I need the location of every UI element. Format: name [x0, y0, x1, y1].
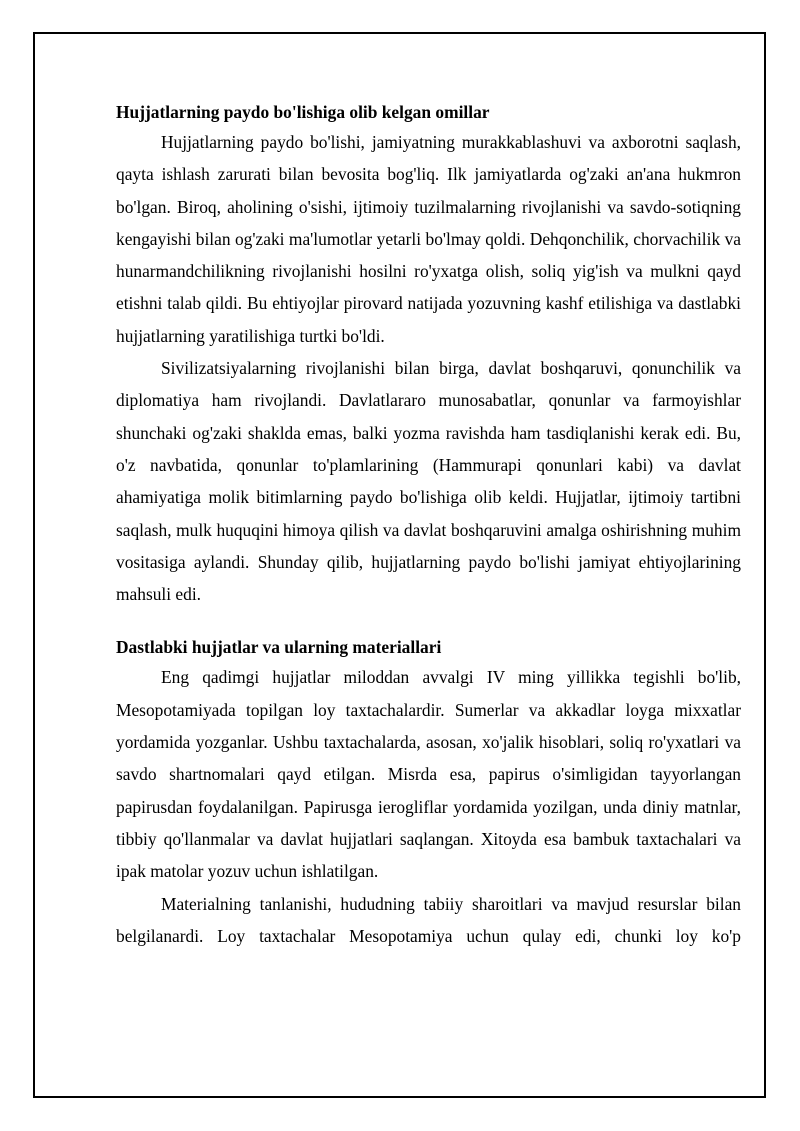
- section-heading-factors: Hujjatlarning paydo bo'lishiga olib kelgan omillar: [116, 102, 490, 122]
- paragraph: Sivilizatsiyalarning rivojlanishi bilan birga, davlat boshqaruvi, qonunchilik va diplomatiya ham rivojlandi. Davlatlararo munosabatlar, qonunlar va farmoyishlar shunchaki og'zaki shaklda emas, balki yozma ravishda ham tasdiqlanishi kerak edi. Bu, o'z navbatida, qonunlar to'plamlarining (Hammurapi qonunlari kabi) va davlat ahamiyatiga molik bitimlarning paydo bo'lishiga olib keldi. Hujjatlar, ijtimoiy tartibni saqlash, mulk huquqini himoya qilish va davlat boshqaruvini amalga oshirishning muhim vositasiga aylandi. Shunday qilib, hujjatlarning paydo bo'lishi jamiyat ehtiyojlarining mahsuli edi.: [116, 358, 741, 605]
- document-body: [116, 98, 741, 952]
- paragraph: Eng qadimgi hujjatlar miloddan avvalgi IV ming yillikka tegishli bo'lib, Mesopotamiyada topilgan loy taxtachalardir. Sumerlar va akkadlar loyga mixxatlar yordamida yozganlar. Ushbu taxtachalarda, asosan, xo'jalik hisoblari, soliq ro'yxatlari va savdo shartnomalari qayd etilgan. Misrda esa, papirus o'simligidan tayyorlangan papirusdan foydalanilgan. Papirusga ierogliflar yordamida yozilgan, unda diniy matnlar, tibbiy qo'llanmalar va davlat hujjatlari saqlangan. Xitoyda esa bambuk taxtachalari va ipak matolar yozuv uchun ishlatilgan.: [116, 667, 741, 882]
- paragraph: Materialning tanlanishi, hududning tabiiy sharoitlari va mavjud resurslar bilan belgilanardi. Loy taxtachalar Mesopotamiya uchun qulay edi, chunki loy ko'p: [116, 893, 741, 946]
- section-heading-early-documents: Dastlabki hujjatlar va ularning materiallari: [116, 637, 442, 658]
- paragraph: Hujjatlarning paydo bo'lishi, jamiyatning murakkablashuvi va axborotni saqlash, qayta ishlash zarurati bilan bevosita bog'liq. Ilk jamiyatlarda og'zaki an'ana hukmron bo'lgan. Biroq, aholining o'sishi, ijtimoiy tuzilmalarning rivojlanishi va savdo-sotiqning kengayishi bilan og'zaki ma'lumotlar yetarli bo'lmay qoldi. Dehqonchilik, chorvachilik va hunarmandchilikning rivojlanishi hosilni ro'yxatga olish, soliq yig'ish va mulkni qayd etishni talab qildi. Bu ehtiyojlar pirovard natijada yozuvning kashf etilishiga va dastlabki hujjatlarning yaratilishiga turtki bo'ldi.: [116, 132, 741, 346]
